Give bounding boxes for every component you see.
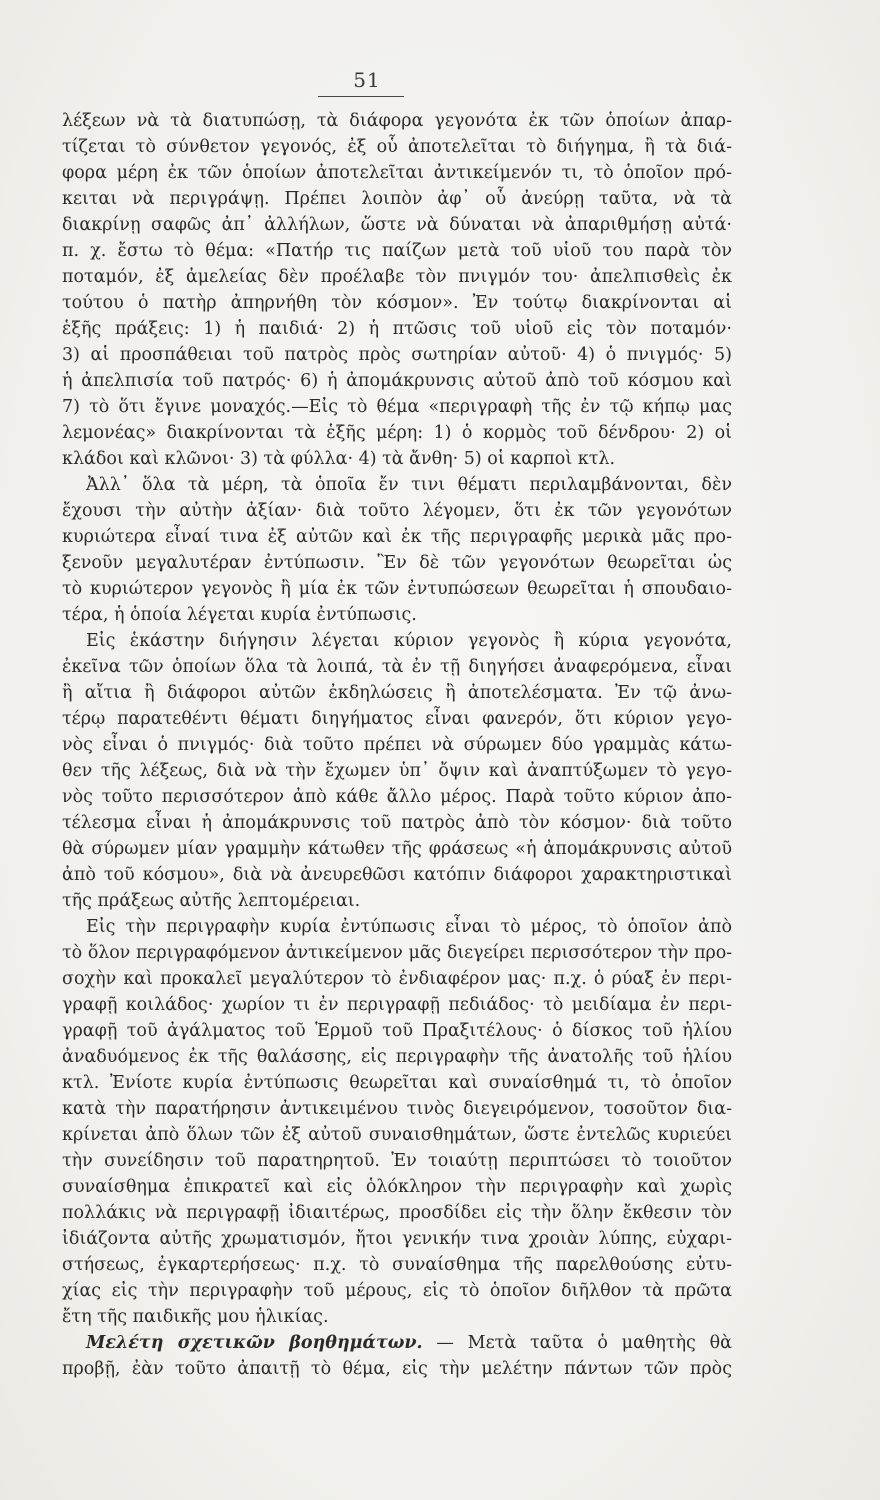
text-line: κτλ. Ἐνίοτε κυρία ἐντύπωσις θεωρεῖται καὶ συναίσθημά τι, τὸ ὁποῖον xyxy=(62,1073,732,1093)
text-line: ἔτη τῆς παιδικῆς μου ἡλικίας. xyxy=(62,1307,329,1327)
text-line: νὸς εἶναι ὁ πνιγμός· διὰ τοῦτο πρέπει νὰ σύρωμεν δύο γραμμὰς κάτω- xyxy=(62,735,732,755)
text-line: πολλάκις νὰ περιγραφῇ ἰδιαιτέρως, προσδίδει εἰς τὴν ὅλην ἔκθεσιν τὸν xyxy=(62,1203,732,1223)
text-line: διακρίνῃ σαφῶς ἀπ᾽ ἀλλήλων, ὥστε νὰ δύναται νὰ ἀπαριθμήσῃ αὐτά· xyxy=(62,215,732,235)
text-line: τὸ κυριώτερον γεγονὸς ἢ μία ἐκ τῶν ἐντυπώσεων θεωρεῖται ἡ σπουδαιο- xyxy=(62,579,732,599)
text-line: προβῇ, ἐὰν τοῦτο ἀπαιτῇ τὸ θέμα, εἰς τὴν μελέτην πάντων τῶν πρὸς xyxy=(62,1359,732,1379)
text-line: ἀναδυόμενος ἐκ τῆς θαλάσσης, εἰς περιγραφὴν τῆς ἀνατολῆς τοῦ ἡλίου xyxy=(62,1047,732,1067)
text-line: φορα μέρη ἐκ τῶν ὁποίων ἀποτελεῖται ἀντικείμενόν τι, τὸ ὁποῖον πρό- xyxy=(62,163,732,183)
section-heading-continuation: — Μετὰ ταῦτα ὁ μαθητὴς θὰ xyxy=(422,1333,732,1353)
page-number-rule xyxy=(318,96,404,97)
section-heading-line xyxy=(62,1330,732,1356)
text-line: τέρῳ παρατεθέντι θέματι διηγήματος εἶναι φανερόν, ὅτι κύριον γεγο- xyxy=(62,709,732,729)
text-line: ἡ ἀπελπισία τοῦ πατρός· 6) ἡ ἀπομάκρυνσις αὐτοῦ ἀπὸ τοῦ κόσμου καὶ xyxy=(62,371,732,391)
text-line: Εἰς τὴν περιγραφὴν κυρία ἐντύπωσις εἶναι τὸ μέρος, τὸ ὁποῖον ἀπὸ xyxy=(86,917,732,937)
text-line: ποταμόν, ἐξ ἀμελείας δὲν προέλαβε τὸν πνιγμόν του· ἀπελπισθεὶς ἐκ xyxy=(62,267,732,287)
text-line: ξενοῦν μεγαλυτέραν ἐντύπωσιν. Ἓν δὲ τῶν γεγονότων θεωρεῖται ὡς xyxy=(62,553,732,573)
section-heading: Μελέτη σχετικῶν βοηθημάτων. xyxy=(86,1333,423,1353)
text-line: γραφῇ τοῦ ἀγάλματος τοῦ Ἑρμοῦ τοῦ Πραξιτέλους· ὁ δίσκος τοῦ ἡλίου xyxy=(62,1021,732,1041)
text-line: τὸ ὅλον περιγραφόμενον ἀντικείμενον μᾶς διεγείρει περισσότερον τὴν προ- xyxy=(62,943,732,963)
text-line: ἀπὸ τοῦ κόσμου», διὰ νὰ ἀνευρεθῶσι κατόπιν διάφοροι χαρακτηριστικαὶ xyxy=(62,865,732,885)
text-line: λέξεων νὰ τὰ διατυπώσῃ, τὰ διάφορα γεγονότα ἐκ τῶν ὁποίων ἀπαρ- xyxy=(62,111,732,131)
text-line: τέρα, ἡ ὁποία λέγεται κυρία ἐντύπωσις. xyxy=(62,605,417,625)
text-line: π. χ. ἔστω τὸ θέμα: «Πατήρ τις παίζων μετὰ τοῦ υἱοῦ του παρὰ τὸν xyxy=(62,241,732,261)
text-line: στήσεως, ἐγκαρτερήσεως· π.χ. τὸ συναίσθημα τῆς παρελθούσης εὐτυ- xyxy=(62,1255,732,1275)
text-line: θὰ σύρωμεν μίαν γραμμὴν κάτωθεν τῆς φράσεως «ἡ ἀπομάκρυνσις αὐτοῦ xyxy=(62,839,732,859)
text-line: κειται νὰ περιγράψῃ. Πρέπει λοιπὸν ἀφ᾽ οὗ ἀνεύρῃ ταῦτα, νὰ τὰ xyxy=(62,189,732,209)
text-line: χίας εἰς τὴν περιγραφὴν τοῦ μέρους, εἰς τὸ ὁποῖον διῆλθον τὰ πρῶτα xyxy=(62,1281,732,1301)
text-line: τέλεσμα εἶναι ἡ ἀπομάκρυνσις τοῦ πατρὸς ἀπὸ τὸν κόσμον· διὰ τοῦτο xyxy=(62,813,732,833)
text-line: 7) τὸ ὅτι ἔγινε μοναχός.—Εἰς τὸ θέμα «περιγραφὴ τῆς ἐν τῷ κήπῳ μας xyxy=(62,397,732,417)
page-number: 51 xyxy=(353,68,381,92)
text-line: Εἰς ἑκάστην διήγησιν λέγεται κύριον γεγονὸς ἢ κύρια γεγονότα, xyxy=(86,631,732,651)
text-line: θεν τῆς λέξεως, διὰ νὰ τὴν ἔχωμεν ὑπ᾽ ὄψιν καὶ ἀναπτύξωμεν τὸ γεγο- xyxy=(62,761,732,781)
text-line: νὸς τοῦτο περισσότερον ἀπὸ κάθε ἄλλο μέρος. Παρὰ τοῦτο κύριον ἀπο- xyxy=(62,787,732,807)
text-line: ἑξῆς πράξεις: 1) ἡ παιδιά· 2) ἡ πτῶσις τοῦ υἱοῦ εἰς τὸν ποταμόν· xyxy=(62,319,732,339)
text-line: τούτου ὁ πατὴρ ἀπηρνήθη τὸν κόσμον». Ἐν τούτῳ διακρίνονται αἱ xyxy=(62,293,732,313)
text-line: κυριώτερα εἶναί τινα ἐξ αὐτῶν καὶ ἐκ τῆς περιγραφῆς μερικὰ μᾶς προ- xyxy=(62,527,732,547)
text-line: ἢ αἴτια ἢ διάφοροι αὐτῶν ἐκδηλώσεις ἢ ἀποτελέσματα. Ἐν τῷ ἀνω- xyxy=(62,683,732,703)
body-text xyxy=(62,108,732,1382)
text-line: γραφῇ κοιλάδος· χωρίον τι ἐν περιγραφῇ πεδιάδος· τὸ μειδίαμα ἐν περι- xyxy=(62,995,732,1015)
text-line: ἔχουσι τὴν αὐτὴν ἀξίαν· διὰ τοῦτο λέγομεν, ὅτι ἐκ τῶν γεγονότων xyxy=(62,501,732,521)
text-line: 3) αἱ προσπάθειαι τοῦ πατρὸς πρὸς σωτηρίαν αὐτοῦ· 4) ὁ πνιγμός· 5) xyxy=(62,345,732,365)
text-line: τίζεται τὸ σύνθετον γεγονός, ἐξ οὗ ἀποτελεῖται τὸ διήγημα, ἢ τὰ διά- xyxy=(62,137,732,157)
text-line: ἐκεῖνα τῶν ὁποίων ὅλα τὰ λοιπά, τὰ ἐν τῇ διηγήσει ἀναφερόμενα, εἶναι xyxy=(62,657,732,677)
text-line: συναίσθημα ἐπικρατεῖ καὶ εἰς ὁλόκληρον τὴν περιγραφὴν καὶ χωρὶς xyxy=(62,1177,732,1197)
text-line: κρίνεται ἀπὸ ὅλων τῶν ἐξ αὐτοῦ συναισθημάτων, ὥστε ἐντελῶς κυριεύει xyxy=(62,1125,732,1145)
text-line: λεμονέας» διακρίνονται τὰ ἑξῆς μέρη: 1) ὁ κορμὸς τοῦ δένδρου· 2) οἱ xyxy=(62,423,732,443)
text-line: σοχὴν καὶ προκαλεῖ μεγαλύτερον τὸ ἐνδιαφέρον μας· π.χ. ὁ ρύαξ ἐν περι- xyxy=(62,969,732,989)
text-line: ἰδιάζοντα αὐτῆς χρωματισμόν, ἤτοι γενικήν τινα χροιὰν λύπης, εὐχαρι- xyxy=(62,1229,732,1249)
text-line: κλάδοι καὶ κλῶνοι· 3) τὰ φύλλα· 4) τὰ ἄνθη· 5) οἱ καρποὶ κτλ. xyxy=(62,449,616,469)
text-line: τῆς πράξεως αὐτῆς λεπτομέρειαι. xyxy=(62,891,361,911)
text-line: Ἀλλ᾽ ὅλα τὰ μέρη, τὰ ὁποῖα ἔν τινι θέματι περιλαμβάνονται, δὲν xyxy=(86,475,732,495)
text-line: κατὰ τὴν παρατήρησιν ἀντικειμένου τινὸς διεγειρόμενον, τοσοῦτον δια- xyxy=(62,1099,732,1119)
text-line: τὴν συνείδησιν τοῦ παρατηρητοῦ. Ἐν τοιαύτῃ περιπτώσει τὸ τοιοῦτον xyxy=(62,1151,732,1171)
